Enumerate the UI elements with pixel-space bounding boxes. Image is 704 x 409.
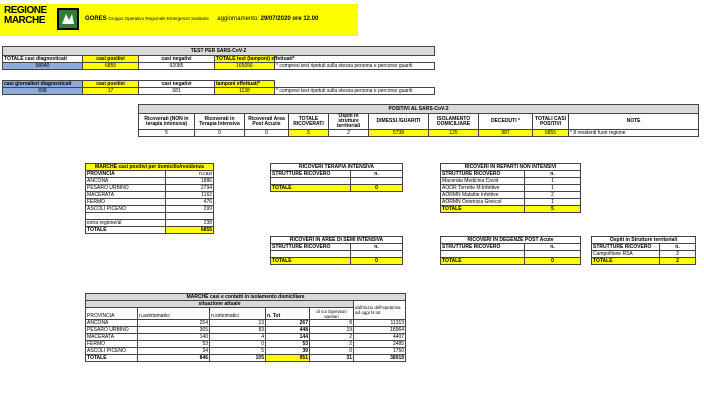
region-logo-icon [57, 8, 79, 30]
semi-total-label: TOTALE [271, 258, 351, 265]
isolamento-h-dall: dall'inizio dell'epidemia ad oggi N.tot [354, 301, 406, 320]
daily-h1: casi giornalieri diagnosticati [3, 81, 83, 88]
table-row [441, 192, 581, 199]
ti-total-value: 0 [351, 185, 403, 192]
structure-count: 1 [525, 199, 581, 206]
domicilio-col2: n.casi [166, 171, 214, 178]
isolamento-cell: 34 [138, 348, 210, 355]
isolamento-cell: 0 [210, 341, 266, 348]
structure-name: Macerata Medicina Covid [441, 178, 525, 185]
isolamento-cell: 83 [210, 327, 266, 334]
isolamento-cell: 5 [210, 348, 266, 355]
domicilio-total-label: TOTALE [86, 227, 166, 234]
isolamento-cell: 1750 [354, 348, 406, 355]
isolamento-cell: ANCONA [86, 320, 138, 327]
province-name: extra regione/al [86, 220, 166, 227]
isolamento-total-cell: 105 [210, 355, 266, 362]
org-long: Gruppo Operativo Regionale Emergenze Sanitarie [108, 16, 209, 21]
test-h2: casi positivi [83, 56, 139, 63]
isolamento-subtitle: situazione attuale [86, 301, 354, 308]
semi-col2: n. [351, 244, 403, 251]
positivi-header: Ricoverati Area Post Acuzie [245, 114, 289, 130]
post-acute-total-label: TOTALE [441, 258, 525, 265]
positivi-value: 0 [195, 130, 245, 137]
positivi-value: 0 [245, 130, 289, 137]
domicilio-table [85, 163, 214, 234]
positivi-value: * 8 residenti fuori regione [569, 130, 699, 137]
isolamento-total-cell: 846 [138, 355, 210, 362]
table-row [86, 192, 214, 199]
isolamento-cell: MACERATA [86, 334, 138, 341]
isolamento-total-cell: TOTALE [86, 355, 138, 362]
isolamento-cell: 13 [210, 320, 266, 327]
positivi-title: POSITIVI AL SARS-CoV-2 [139, 105, 699, 114]
positivi-value: 6855 [533, 130, 569, 137]
domicilio-col1: PROVINCIA [86, 171, 166, 178]
test-v4: 165056 [215, 63, 275, 70]
daily-v2: 17 [83, 88, 139, 95]
province-cases: 1886 [166, 178, 214, 185]
isolamento-h-tot: n. Tot [266, 308, 310, 320]
isolamento-cell: 0 [310, 348, 354, 355]
update-value: 29/07/2020 ore 12.00 [260, 16, 319, 22]
table-row [86, 320, 406, 327]
daily-v3: 681 [139, 88, 215, 95]
test-table [2, 46, 435, 70]
ospiti-total-value: 2 [660, 258, 696, 265]
post-acute-title: RICOVERI IN DEGENZE POST Acute [441, 237, 581, 244]
positivi-header: NOTE [569, 114, 699, 130]
province-cases [166, 213, 214, 220]
isolamento-table [85, 293, 406, 362]
isolamento-h-prov: PROVINCIA [86, 308, 138, 320]
isolamento-cell: 2485 [354, 341, 406, 348]
province-cases: 238 [166, 220, 214, 227]
ti-col1: STRUTTURE RICOVERO [271, 171, 351, 178]
daily-v4: 1138 [215, 88, 275, 95]
isolamento-total-cell: 38919 [354, 355, 406, 362]
positivi-value: 5 [289, 130, 329, 137]
test-v3: 92085 [139, 63, 215, 70]
positivi-value: 125 [429, 130, 479, 137]
isolamento-cell: 11313 [354, 320, 406, 327]
structure-count: 2 [525, 192, 581, 199]
test-v2: 6855 [83, 63, 139, 70]
ospiti-title: Ospiti in Strutture territoriali [592, 237, 696, 244]
isolamento-cell: 254 [138, 320, 210, 327]
daily-note: * compresi test ripetuti sulla stessa persona e percorso guariti [275, 88, 435, 95]
isolamento-total-cell: 951 [266, 355, 310, 362]
positivi-header: ISOLAMENTO DOMICILIARE [429, 114, 479, 130]
table-row [441, 185, 581, 192]
province-cases: 299 [166, 206, 214, 213]
ti-table [270, 163, 403, 192]
post-acute-col1: STRUTTURE RICOVERO [441, 244, 525, 251]
isolamento-cell: FERMO [86, 341, 138, 348]
ti-col2: n. [351, 171, 403, 178]
daily-v1: 698 [3, 88, 83, 95]
positivi-table [138, 104, 699, 137]
province-name: MACERATA [86, 192, 166, 199]
isolamento-h-sint: n.sintomatici [210, 308, 266, 320]
positivi-header: TOTALI CASI POSITIVI [533, 114, 569, 130]
isolamento-cell: 18964 [354, 327, 406, 334]
positivi-header: DECEDUTI * [479, 114, 533, 130]
non-intensivi-col2: n. [525, 171, 581, 178]
non-intensivi-total-label: TOTALE [441, 206, 525, 213]
semi-title: RICOVERI IN AREE DI SEMI INTENSIVA [271, 237, 403, 244]
province-name: FERMO [86, 199, 166, 206]
ospiti-total-label: TOTALE [592, 258, 660, 265]
semi-table [270, 236, 403, 265]
ospiti-col1: STRUTTURE RICOVERO [592, 244, 660, 251]
isolamento-cell: 2 [310, 334, 354, 341]
isolamento-h-op: di cui Operatori sanitari [310, 308, 354, 320]
province-name: ASCOLI PICENO [86, 206, 166, 213]
test-note: * compresi test ripetuti sulla stessa persona e percorso guariti [275, 63, 435, 70]
isolamento-cell: ASCOLI PICENO [86, 348, 138, 355]
province-name: PESARO URBINO [86, 185, 166, 192]
ospiti-table [591, 236, 696, 265]
daily-table [2, 80, 435, 95]
province-cases: 2794 [166, 185, 214, 192]
isolamento-cell: 2 [310, 341, 354, 348]
isolamento-cell: 53 [138, 341, 210, 348]
isolamento-cell: 140 [138, 334, 210, 341]
logo-text: REGIONE MARCHE [4, 5, 47, 26]
positivi-header: Ricoverati (NON in terapia intensiva) [139, 114, 195, 130]
table-row [86, 334, 406, 341]
post-acute-col2: n. [525, 244, 581, 251]
daily-h4: tamponi effettuati* [215, 81, 275, 88]
table-row [86, 327, 406, 334]
daily-h2: casi positivi [83, 81, 139, 88]
isolamento-cell: 4407 [354, 334, 406, 341]
table-row [441, 178, 581, 185]
update-label: aggiornamento: [217, 16, 259, 22]
daily-h3: casi negativi [139, 81, 215, 88]
isolamento-cell: 39 [266, 348, 310, 355]
positivi-value: 2 [329, 130, 369, 137]
org-short: GORES [85, 16, 107, 22]
positivi-header: DIMESSI /GUARITI [369, 114, 429, 130]
positivi-value: 5738 [369, 130, 429, 137]
domicilio-total-value: 6855 [166, 227, 214, 234]
post-acute-total-value: 0 [525, 258, 581, 265]
table-row [86, 341, 406, 348]
table-row [86, 199, 214, 206]
table-row [86, 206, 214, 213]
test-title: TEST PER SARS-CoV-2 [3, 47, 435, 56]
table-row [86, 220, 214, 227]
table-row [441, 199, 581, 206]
structure-name: AORMN Ostetricia Ginecol [441, 199, 525, 206]
positivi-header: Ricoverati in Terapia Intensiva [195, 114, 245, 130]
non-intensivi-col1: STRUTTURE RICOVERO [441, 171, 525, 178]
domicilio-title: MARCHE casi positivi per domicilio/residenza [86, 164, 214, 171]
semi-col1: STRUTTURE RICOVERO [271, 244, 351, 251]
isolamento-cell: PESARO URBINO [86, 327, 138, 334]
post-acute-table [440, 236, 581, 265]
table-row [86, 178, 214, 185]
isolamento-cell: 8 [310, 320, 354, 327]
header-info [85, 16, 318, 22]
positivi-value: 5 [139, 130, 195, 137]
isolamento-h-asint: n.asintomatici [138, 308, 210, 320]
table-row [86, 185, 214, 192]
isolamento-title: MARCHE casi e contatti in isolamento domiciliare [86, 294, 406, 301]
ti-title: RICOVERI TERAPIA INTENSIVA [271, 164, 403, 171]
isolamento-cell: 53 [266, 341, 310, 348]
ti-total-label: TOTALE [271, 185, 351, 192]
test-h1: TOTALE casi diagnosticati [3, 56, 83, 63]
positivi-header: Ospiti in strutture territoriali [329, 114, 369, 130]
structure-count: 2 [660, 251, 696, 258]
structure-name: AOOR Torrette M.Infettive [441, 185, 525, 192]
test-h3: casi negativi [139, 56, 215, 63]
isolamento-total-cell: 31 [310, 355, 354, 362]
isolamento-cell: 4 [210, 334, 266, 341]
structure-count: 1 [525, 178, 581, 185]
table-row [592, 251, 696, 258]
table-row [86, 213, 214, 220]
province-name: ANCONA [86, 178, 166, 185]
non-intensivi-table [440, 163, 581, 213]
structure-name: Campofilone RSA [592, 251, 660, 258]
structure-name: AORMN Malattie Infettive [441, 192, 525, 199]
test-h4: TOTALE test (tamponi) effettuati* [216, 55, 295, 62]
isolamento-cell: 267 [266, 320, 310, 327]
isolamento-cell: 448 [266, 327, 310, 334]
isolamento-cell: 365 [138, 327, 210, 334]
isolamento-cell: 144 [266, 334, 310, 341]
positivi-value: 987 [479, 130, 533, 137]
non-intensivi-total-value: 5 [525, 206, 581, 213]
structure-count: 1 [525, 185, 581, 192]
province-cases: 1162 [166, 192, 214, 199]
province-cases: 476 [166, 199, 214, 206]
table-row [86, 348, 406, 355]
ospiti-col2: n. [660, 244, 696, 251]
non-intensivi-title: RICOVERI IN REPARTI NON INTENSIVI [441, 164, 581, 171]
positivi-header: TOTALE RICOVERATI [289, 114, 329, 130]
isolamento-cell: 19 [310, 327, 354, 334]
test-v1: 98940 [3, 63, 83, 70]
semi-total-value: 0 [351, 258, 403, 265]
province-name [86, 213, 166, 220]
